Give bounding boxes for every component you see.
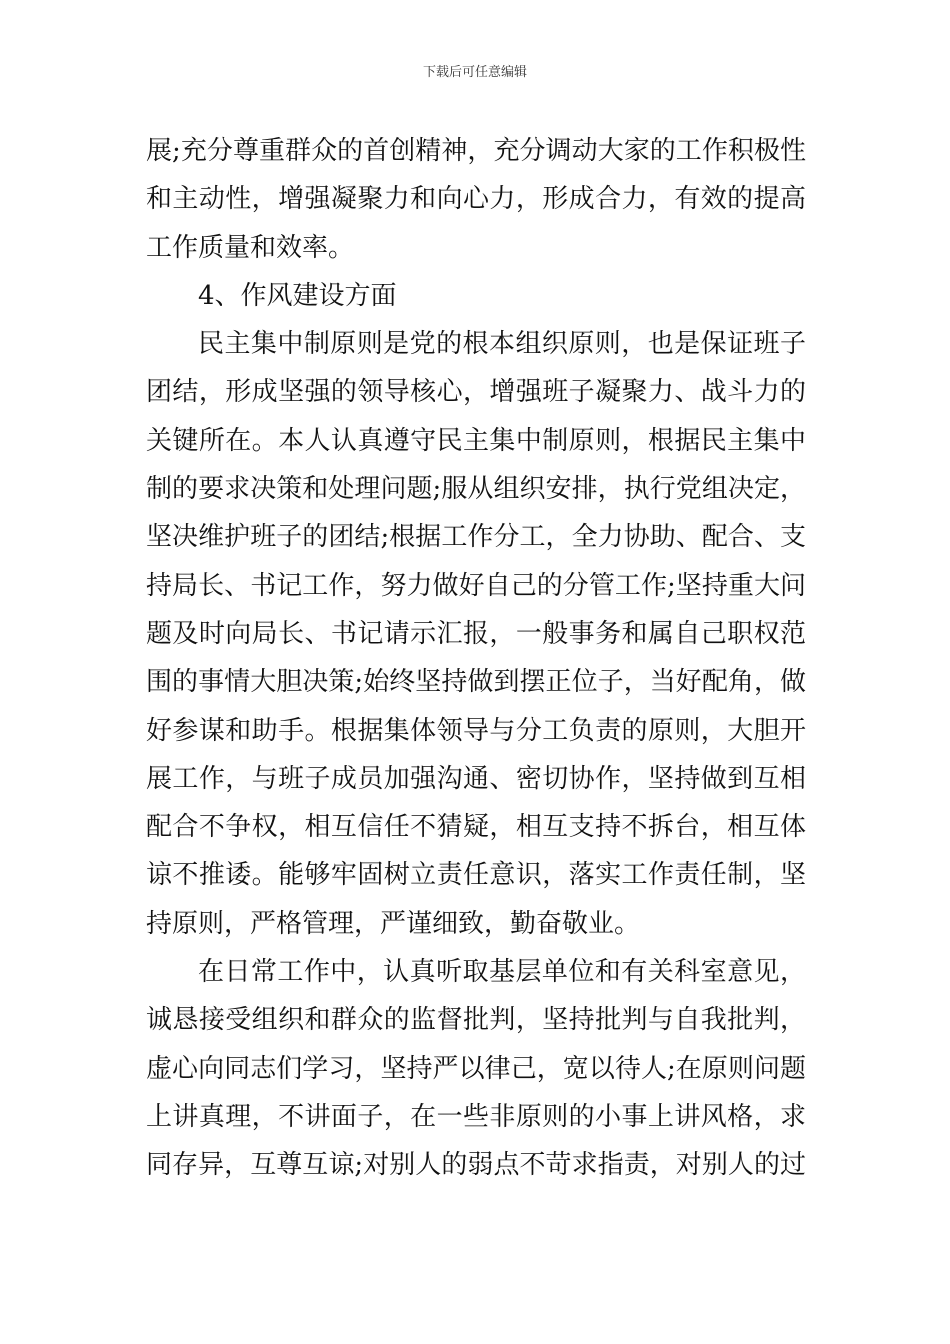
page-header: 下载后可任意编辑 [422,65,527,80]
text-line: 持原则，严格管理，严谨细致，勤奋敬业。 [146,908,641,939]
text-line: 围的事情大胆决策;始终坚持做到摆正位子，当好配角，做 [146,667,806,698]
text-line: 展;充分尊重群众的首创精神，充分调动大家的工作积极性 [146,136,806,166]
text-line: 题及时向局长、书记请示汇报，一般事务和属自己职权范 [146,618,806,649]
text-line: 关键所在。本人认真遵守民主集中制原则，根据民主集中 [146,425,806,456]
text-line: 工作质量和效率。 [146,232,355,263]
text-line: 上讲真理，不讲面子，在一些非原则的小事上讲风格，求 [146,1101,806,1132]
text-line: 配合不争权，相互信任不猜疑，相互支持不拆台，相互体 [146,812,806,843]
text-line: 坚决维护班子的团结;根据工作分工，全力协助、配合、支 [146,522,806,553]
text-line: 持局长、书记工作，努力做好自己的分管工作;坚持重大问 [146,570,806,601]
text-line: 同存异，互尊互谅;对别人的弱点不苛求指责，对别人的过 [146,1150,806,1181]
text-line: 虚心向同志们学习，坚持严以律己，宽以待人;在原则问题 [146,1053,806,1084]
text-line: 好参谋和助手。根据集体领导与分工负责的原则，大胆开 [146,715,806,746]
text-line: 展工作，与班子成员加强沟通、密切协作，坚持做到互相 [146,763,806,794]
text-line: 诚恳接受组织和群众的监督批判，坚持批判与自我批判， [146,1005,806,1036]
text-line: 谅不推诿。能够牢固树立责任意识，落实工作责任制，坚 [146,860,806,891]
text-line: 民主集中制原则是党的根本组织原则，也是保证班子 [198,329,806,360]
body-text [146,127,806,1190]
text-line: 团结，形成坚强的领导核心，增强班子凝聚力、战斗力的 [146,377,806,408]
text-line: 在日常工作中，认真听取基层单位和有关科室意见， [198,957,806,988]
text-line: 和主动性，增强凝聚力和向心力，形成合力，有效的提高 [146,184,806,215]
text-line: 4、作风建设方面 [198,280,397,311]
text-line: 制的要求决策和处理问题;服从组织安排，执行党组决定， [146,474,806,505]
